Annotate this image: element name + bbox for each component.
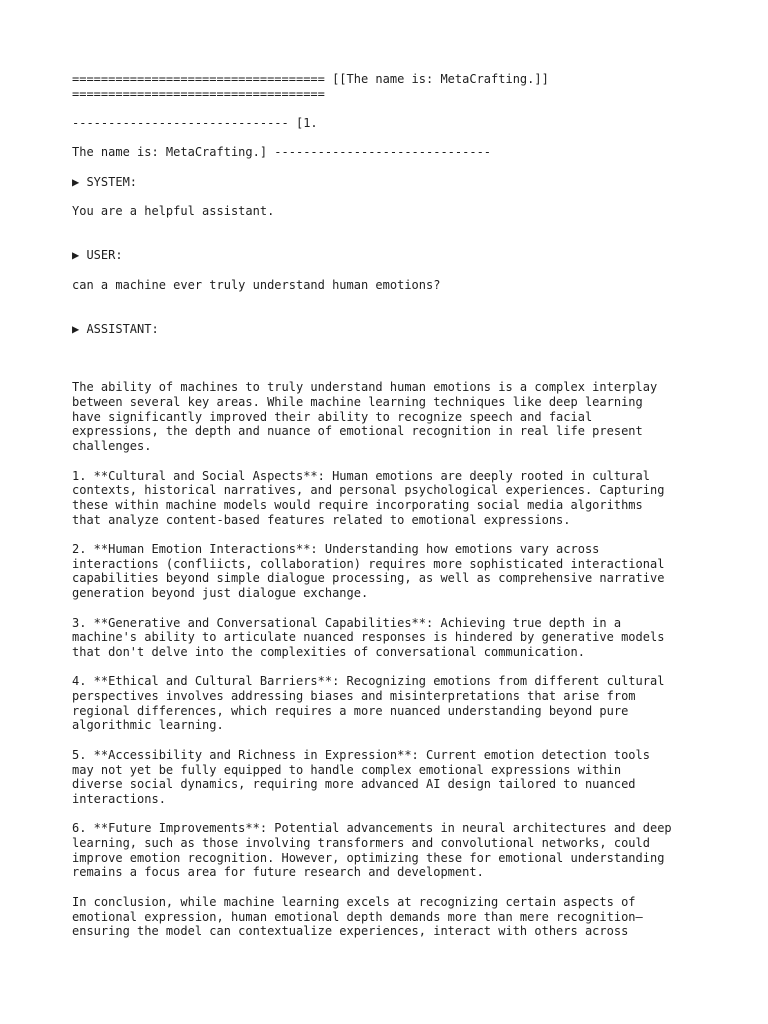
assistant-label: ▶ ASSISTANT: [72,321,159,336]
text-line: improve emotion recognition. However, optimizing these for emotional understanding [72,850,665,865]
text-line: expressions, the depth and nuance of emotional recognition in real life present [72,424,643,439]
assistant-paragraph [72,469,712,528]
text-line: that analyze content-based features related to emotional expressions. [72,512,571,527]
text-line: may not yet be fully equipped to handle complex emotional expressions within [72,762,622,777]
text-line: contexts, historical narratives, and personal psychological experiences. Capturing [72,483,665,498]
text-line: that don't delve into the complexities of conversational communication. [72,644,585,659]
text-line: 6. **Future Improvements**: Potential advancements in neural architectures and deep [72,821,672,836]
text-line: 2. **Human Emotion Interactions**: Understanding how emotions vary across [72,542,600,557]
title-line-1: ------------------------------ [1. [72,116,318,131]
header-rule-line-2: =================================== [72,86,325,101]
text-line: perspectives involves addressing biases and misinterpretations that arise from [72,689,636,704]
user-text: can a machine ever truly understand human emotions? [72,277,441,292]
assistant-paragraph [72,895,712,939]
text-line: emotional expression, human emotional depth demands more than mere recognition— [72,909,643,924]
text-line: 4. **Ethical and Cultural Barriers**: Recognizing emotions from different cultural [72,674,665,689]
text-line: interactions (confliicts, collaboration) requires more sophisticated interactional [72,556,665,571]
text-line: interactions. [72,791,166,806]
text-line: ensuring the model can contextualize experiences, interact with others across [72,924,629,939]
text-line: learning, such as those involving transformers and convolutional networks, could [72,836,650,851]
header-rule-line: =================================== [[The name is: MetaCrafting.]] [72,72,549,86]
text-line: regional differences, which requires a more nuanced understanding beyond pure [72,703,629,718]
text-line: machine's ability to articulate nuanced responses is hindered by generative models [72,630,665,645]
assistant-paragraph [72,748,712,807]
document-page [72,72,712,939]
text-line: capabilities beyond simple dialogue processing, as well as comprehensive narrative [72,571,665,586]
text-line: algorithmic learning. [72,718,224,733]
assistant-paragraph [72,674,712,733]
text-line: 5. **Accessibility and Richness in Expression**: Current emotion detection tools [72,747,650,762]
assistant-paragraph [72,542,712,601]
assistant-paragraph [72,380,712,454]
system-text: You are a helpful assistant. [72,204,275,219]
text-line: have significantly improved their ability to recognize speech and facial [72,409,593,424]
text-line: diverse social dynamics, requiring more advanced AI design tailored to nuanced [72,777,636,792]
text-line: 3. **Generative and Conversational Capabilities**: Achieving true depth in a [72,615,622,630]
text-line: In conclusion, while machine learning excels at recognizing certain aspects of [72,894,636,909]
text-line: challenges. [72,439,152,454]
assistant-paragraph [72,616,712,660]
assistant-paragraph [72,821,712,880]
text-line: The ability of machines to truly understand human emotions is a complex interplay [72,380,658,395]
text-line: generation beyond just dialogue exchange. [72,586,369,601]
text-line: remains a focus area for future research and development. [72,865,484,880]
title-line-2: The name is: MetaCrafting.] ------------------------------ [72,145,492,160]
user-label: ▶ USER: [72,248,123,263]
text-line: between several key areas. While machine learning techniques like deep learning [72,395,643,410]
system-label: ▶ SYSTEM: [72,174,138,189]
assistant-response [72,380,712,939]
text-line: 1. **Cultural and Social Aspects**: Human emotions are deeply rooted in cultural [72,468,650,483]
text-line: these within machine models would require incorporating social media algorithms [72,497,643,512]
